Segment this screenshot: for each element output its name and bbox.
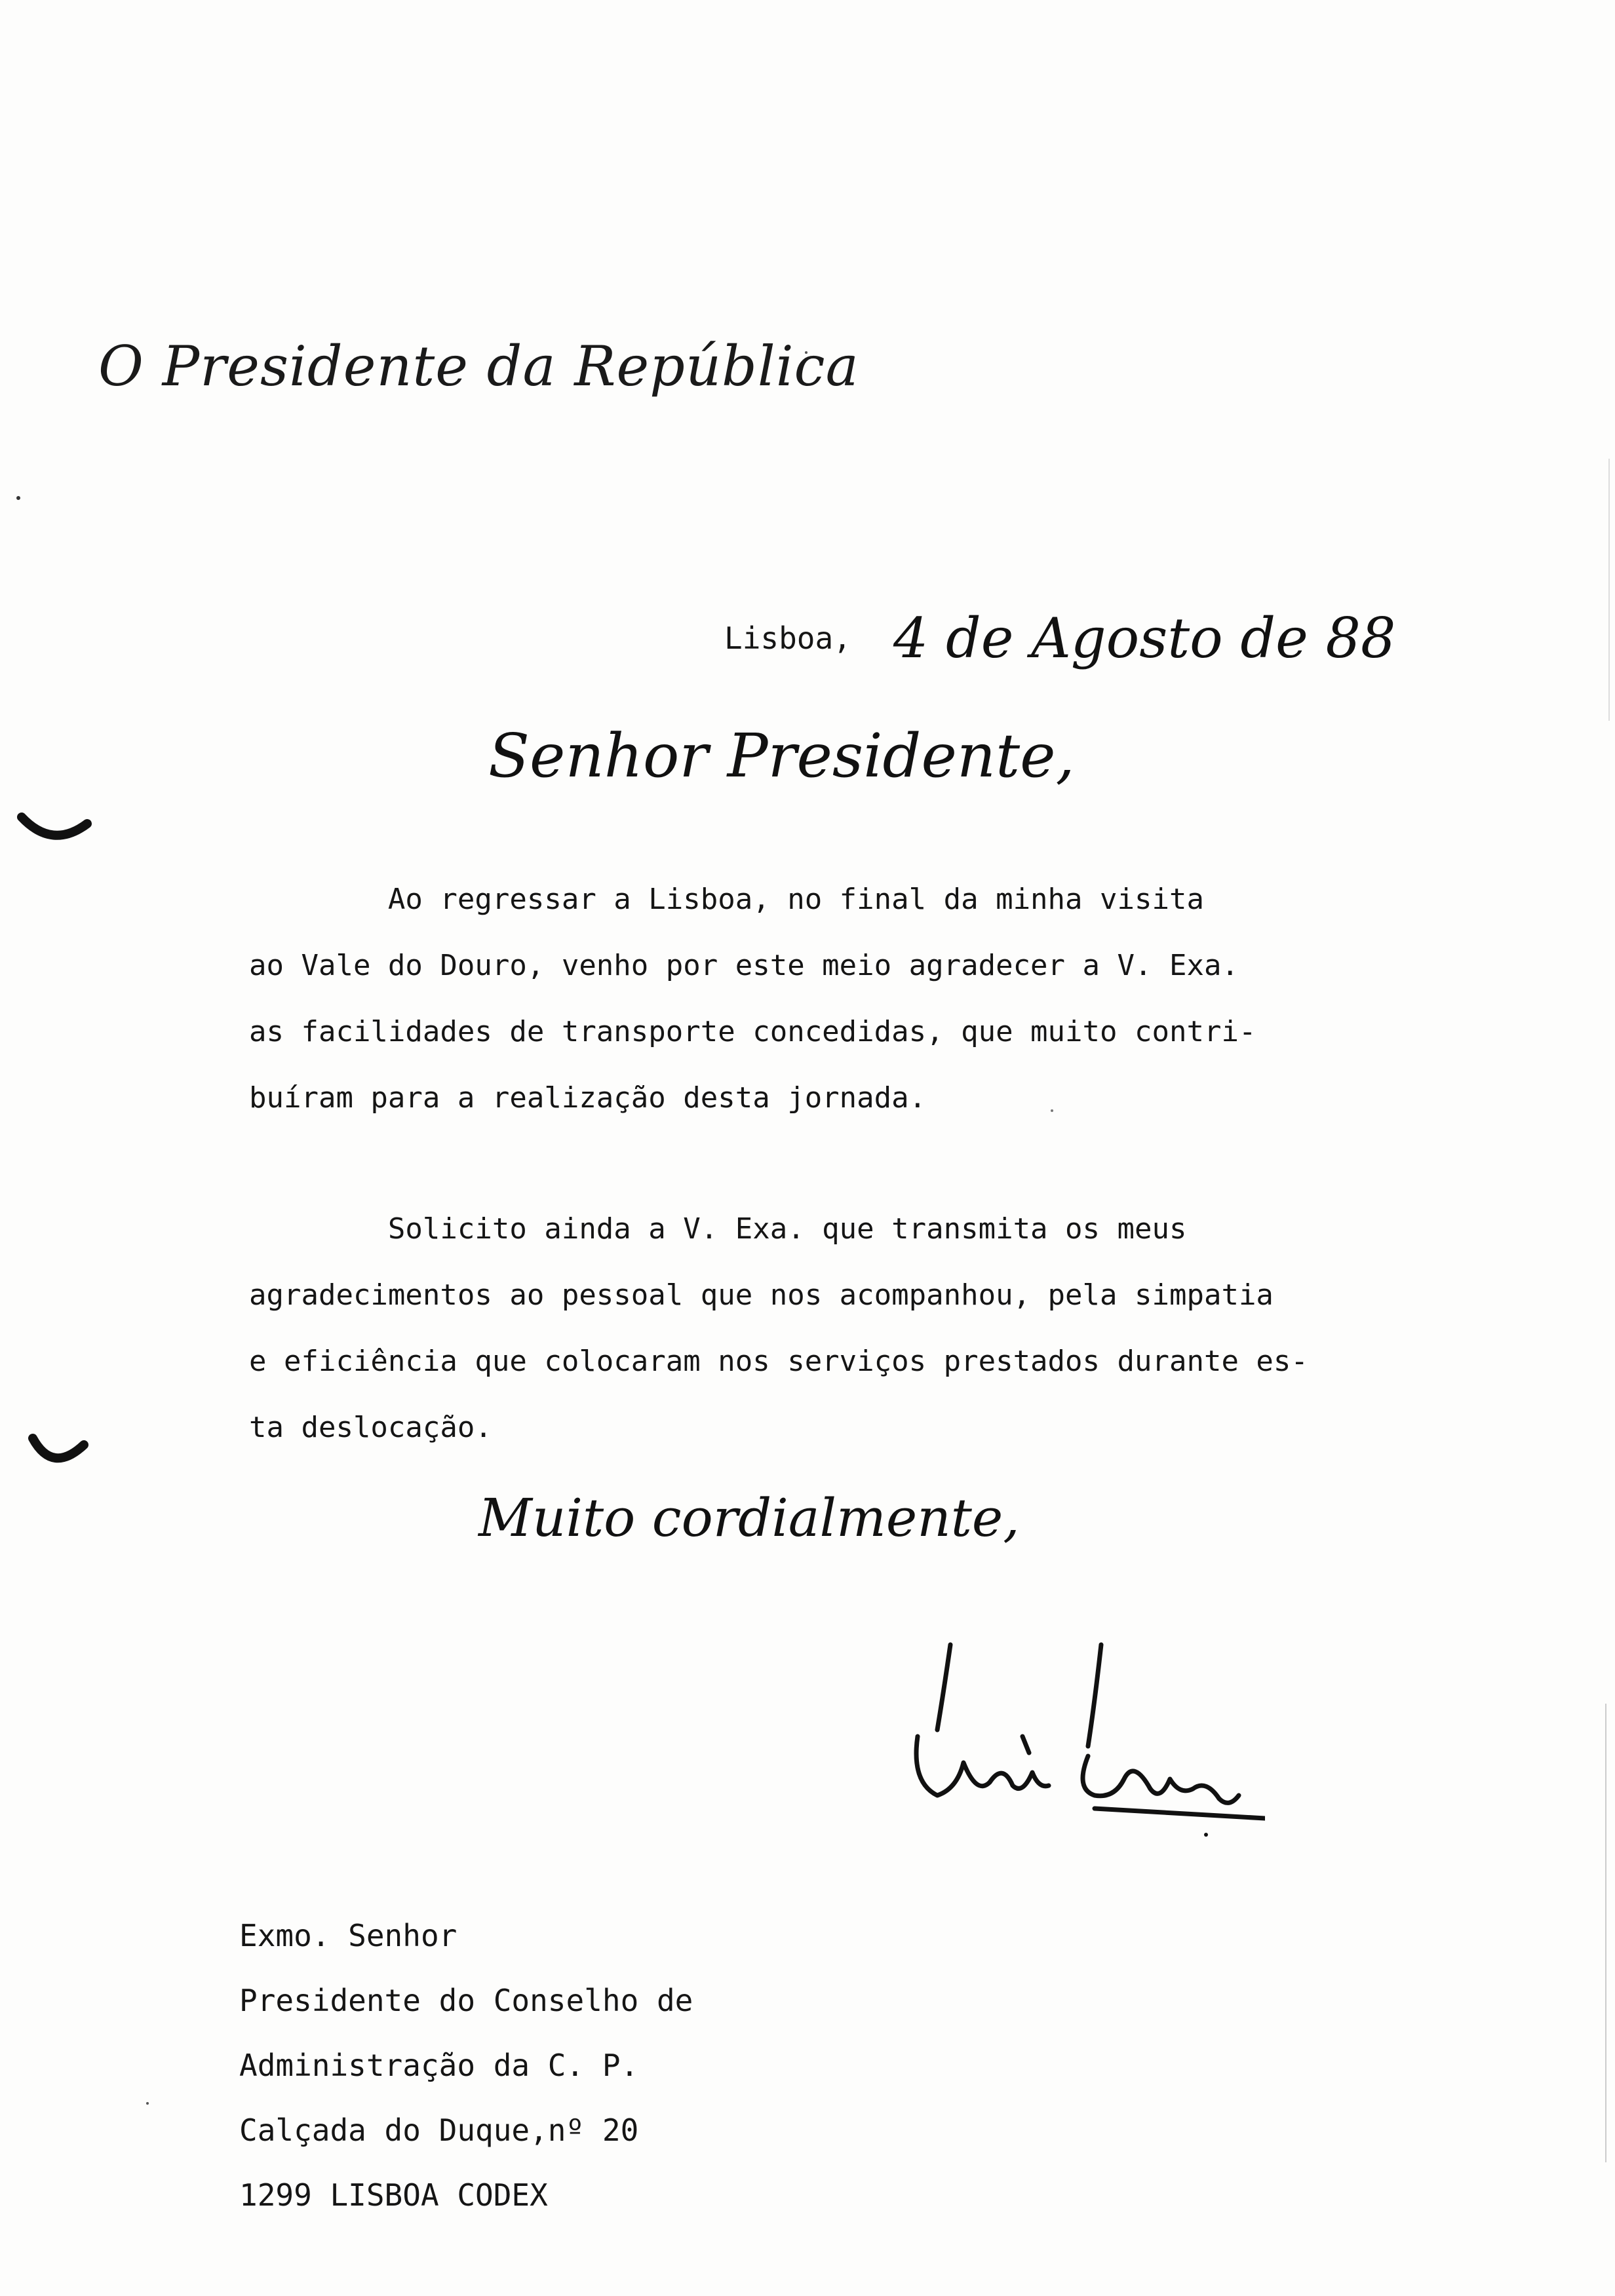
address-line: 1299 LISBOA CODEX [239, 2177, 548, 2213]
paragraph-line: agradecimentos ao pessoal que nos acompanhou, pela simpatia [249, 1278, 1274, 1312]
paragraph-line: ao Vale do Douro, venho por este meio agradecer a V. Exa. [249, 949, 1239, 982]
body-paragraph-2 [249, 1196, 1468, 1461]
paragraph-line: e eficiência que colocaram nos serviços prestados durante es- [249, 1345, 1308, 1378]
body-paragraph-1 [249, 866, 1468, 1131]
letterhead-title: O Presidente da República [98, 334, 859, 398]
address-line: Presidente do Conselho de [239, 1983, 693, 2018]
paragraph-line: Ao regressar a Lisboa, no final da minha visita [249, 883, 1204, 916]
paragraph-line: buíram para a realização desta jornada. [249, 1081, 927, 1115]
handwritten-signature [898, 1632, 1265, 1848]
address-line: Exmo. Senhor [239, 1918, 457, 1953]
address-line: Administração da C. P. [239, 2048, 639, 2083]
handwritten-date: 4 de Agosto de 88 [893, 606, 1396, 670]
paragraph-line: ta deslocação. [249, 1411, 492, 1444]
date-place: Lisboa, [724, 621, 851, 656]
recipient-address [239, 1904, 693, 2228]
address-line: Calçada do Duque,nº 20 [239, 2113, 639, 2148]
date-line [724, 606, 1395, 670]
paragraph-line: Solicito ainda a V. Exa. que transmita os meus [249, 1212, 1187, 1246]
closing-phrase: Muito cordialmente, [478, 1487, 1020, 1548]
salutation: Senhor Presidente, [488, 721, 1075, 791]
paragraph-line: as facilidades de transporte concedidas, que muito contri- [249, 1015, 1256, 1048]
